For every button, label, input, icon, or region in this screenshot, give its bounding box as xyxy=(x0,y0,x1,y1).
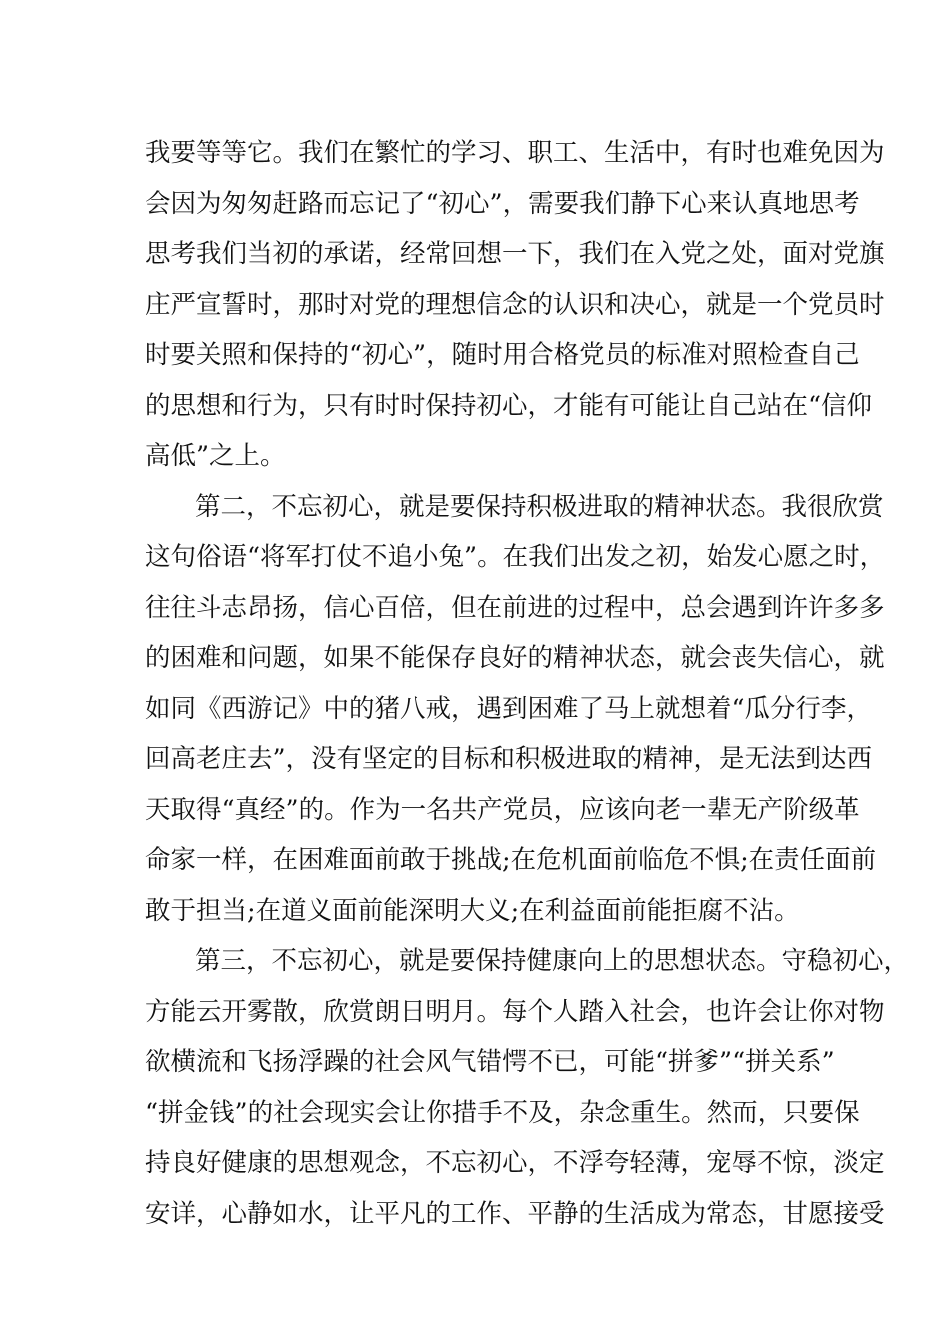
text-line: 思考我们当初的承诺，经常回想一下，我们在入党之处，面对党旗 xyxy=(145,239,885,269)
text-line: 这句俗语“将军打仗不追小兔”。在我们出发之初，始发心愿之时， xyxy=(145,542,886,572)
text-line: 持良好健康的思想观念，不忘初心，不浮夸轻薄，宠辱不惊，淡定 xyxy=(145,1148,885,1178)
text-line: 的思想和行为，只有时时保持初心，才能有可能让自己站在“信仰 xyxy=(145,390,873,421)
text-line: 我要等等它。我们在繁忙的学习、职工、生活中，有时也难免因为 xyxy=(145,138,885,168)
text-line: 敢于担当;在道义面前能深明大义;在利益面前能拒腐不沾。 xyxy=(145,895,800,926)
text-line: 如同《西游记》中的猪八戒，遇到困难了马上就想着“瓜分行李， xyxy=(145,693,873,724)
text-line: 会因为匆匆赶路而忘记了“初心”，需要我们静下心来认真地思考 xyxy=(145,188,860,219)
text-line: 命家一样，在困难面前敢于挑战;在危机面前临危不惧;在责任面前 xyxy=(145,845,877,875)
paragraph-start-line: 第三，不忘初心，就是要保持健康向上的思想状态。守稳初心， xyxy=(195,946,910,976)
text-line: 庄严宣誓时，那时对党的理想信念的认识和决心，就是一个党员时 xyxy=(145,289,885,320)
text-line: 高低”之上。 xyxy=(145,441,286,471)
text-line: 的困难和问题，如果不能保存良好的精神状态，就会丧失信心，就 xyxy=(145,643,885,673)
text-line: 安详，心静如水，让平凡的工作、平静的生活成为常态，甘愿接受 xyxy=(145,1198,885,1229)
text-line: 欲横流和飞扬浮躁的社会风气错愕不已，可能“拼爹”“拼关系” xyxy=(145,1047,835,1077)
text-line: 时要关照和保持的“初心”，随时用合格党员的标准对照检查自己 xyxy=(145,340,860,370)
paragraph-start-line: 第二，不忘初心，就是要保持积极进取的精神状态。我很欣赏 xyxy=(195,491,884,522)
body-text xyxy=(145,128,910,1239)
text-line: “拼金钱”的社会现实会让你措手不及，杂念重生。然而，只要保 xyxy=(145,1097,860,1128)
text-line: 方能云开雾散，欣赏朗日明月。每个人踏入社会，也许会让你对物 xyxy=(145,996,885,1027)
text-line: 往往斗志昂扬，信心百倍，但在前进的过程中，总会遇到许许多多 xyxy=(145,592,885,623)
text-line: 天取得“真经”的。作为一名共产党员，应该向老一辈无产阶级革 xyxy=(145,794,860,825)
text-line: 回高老庄去”，没有坚定的目标和积极进取的精神，是无法到达西 xyxy=(145,744,873,774)
